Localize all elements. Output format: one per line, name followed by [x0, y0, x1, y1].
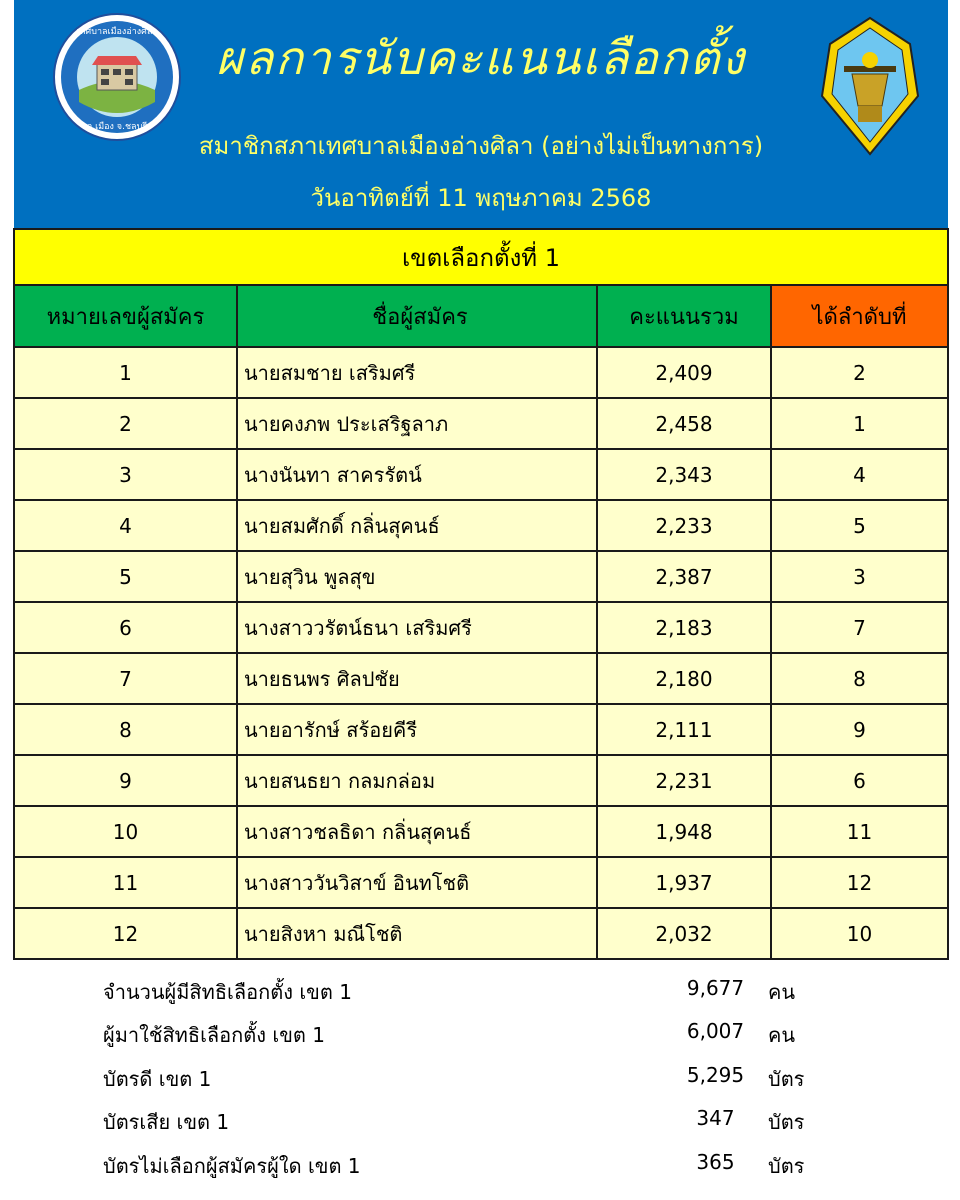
column-header-score: คะแนนรวม — [597, 285, 771, 347]
candidate-number: 8 — [14, 704, 237, 755]
candidate-name: นางสาววันวิสาข์ อินทโชติ — [237, 857, 597, 908]
candidate-rank: 7 — [771, 602, 948, 653]
column-header-name: ชื่อผู้สมัคร — [237, 285, 597, 347]
candidate-rank: 4 — [771, 449, 948, 500]
candidate-number: 2 — [14, 398, 237, 449]
table-row — [14, 908, 948, 959]
candidate-number: 10 — [14, 806, 237, 857]
table-row — [14, 806, 948, 857]
summary-unit: คน — [768, 980, 796, 1004]
candidate-name: นายอารักษ์ สร้อยคีรี — [237, 704, 597, 755]
candidate-rank: 3 — [771, 551, 948, 602]
summary-row — [103, 1057, 863, 1100]
summary-row — [103, 1144, 863, 1187]
table-row — [14, 602, 948, 653]
summary-row — [103, 1013, 863, 1056]
page-subtitle: สมาชิกสภาเทศบาลเมืองอ่างศิลา (อย่างไม่เป็นทางการ) — [198, 132, 764, 160]
candidate-rank: 8 — [771, 653, 948, 704]
candidate-rank: 12 — [771, 857, 948, 908]
candidate-name: นายสิงหา มณีโชติ — [237, 908, 597, 959]
zone-header-row — [14, 229, 948, 285]
candidate-number: 12 — [14, 908, 237, 959]
summary-unit: คน — [768, 1023, 796, 1048]
candidate-score: 1,937 — [597, 857, 771, 908]
candidate-rank: 5 — [771, 500, 948, 551]
summary-label: บัตรดี เขต 1 — [103, 1066, 212, 1091]
candidate-number: 3 — [14, 449, 237, 500]
column-header-rank: ได้ลำดับที่ — [771, 285, 948, 347]
candidate-score: 2,409 — [597, 347, 771, 398]
candidate-name: นายคงภพ ประเสริฐลาภ — [237, 398, 597, 449]
candidate-rank: 1 — [771, 398, 948, 449]
svg-text:เทศบาลเมืองอ่างศิลา: เทศบาลเมืองอ่างศิลา — [76, 27, 158, 37]
candidate-name: นายธนพร ศิลปชัย — [237, 653, 597, 704]
candidate-rank: 6 — [771, 755, 948, 806]
municipality-seal-icon — [52, 12, 182, 142]
summary-unit: บัตร — [768, 1066, 805, 1091]
candidate-score: 2,111 — [597, 704, 771, 755]
results-table — [13, 228, 949, 960]
table-row — [14, 449, 948, 500]
table-row — [14, 653, 948, 704]
candidate-score: 2,032 — [597, 908, 771, 959]
column-header-number: หมายเลขผู้สมัคร — [14, 285, 237, 347]
candidate-score: 2,231 — [597, 755, 771, 806]
summary-value: 9,677 — [686, 976, 745, 1000]
candidate-rank: 9 — [771, 704, 948, 755]
candidate-number: 7 — [14, 653, 237, 704]
summary-row — [103, 1100, 863, 1143]
election-commission-seal-icon — [800, 14, 940, 164]
table-row — [14, 755, 948, 806]
candidate-number: 4 — [14, 500, 237, 551]
table-row — [14, 347, 948, 398]
zone-title: เขตเลือกตั้งที่ 1 — [14, 229, 948, 285]
candidate-name: นายสมชาย เสริมศรี — [237, 347, 597, 398]
candidate-rank: 10 — [771, 908, 948, 959]
summary-section — [103, 970, 863, 1187]
summary-label: บัตรไม่เลือกผู้สมัครผู้ใด เขต 1 — [103, 1153, 361, 1178]
summary-value: 5,295 — [686, 1062, 745, 1087]
table-row — [14, 857, 948, 908]
candidate-score: 2,458 — [597, 398, 771, 449]
summary-unit: บัตร — [768, 1153, 805, 1178]
candidate-name: นางสาววรัตน์ธนา เสริมศรี — [237, 602, 597, 653]
table-row — [14, 704, 948, 755]
candidate-score: 2,183 — [597, 602, 771, 653]
column-header-row — [14, 285, 948, 347]
summary-label: จำนวนผู้มีสิทธิเลือกตั้ง เขต 1 — [103, 980, 352, 1004]
candidate-score: 1,948 — [597, 806, 771, 857]
candidate-number: 5 — [14, 551, 237, 602]
summary-unit: บัตร — [768, 1110, 805, 1135]
summary-label: ผู้มาใช้สิทธิเลือกตั้ง เขต 1 — [103, 1023, 325, 1048]
table-row — [14, 398, 948, 449]
table-row — [14, 551, 948, 602]
candidate-name: นางสาวชลธิดา กลิ่นสุคนธ์ — [237, 806, 597, 857]
summary-row — [103, 970, 863, 1013]
election-date: วันอาทิตย์ที่ 11 พฤษภาคม 2568 — [310, 184, 652, 212]
candidate-score: 2,343 — [597, 449, 771, 500]
summary-label: บัตรเสีย เขต 1 — [103, 1110, 230, 1135]
candidate-number: 6 — [14, 602, 237, 653]
candidate-number: 1 — [14, 347, 237, 398]
summary-value: 365 — [696, 1149, 735, 1174]
page-title: ผลการนับคะแนนเลือกตั้ง — [216, 31, 746, 85]
summary-value: 6,007 — [686, 1019, 745, 1044]
candidate-rank: 2 — [771, 347, 948, 398]
table-row — [14, 500, 948, 551]
candidate-name: นายสมศักดิ์ กลิ่นสุคนธ์ — [237, 500, 597, 551]
summary-value: 347 — [696, 1106, 735, 1131]
candidate-number: 9 — [14, 755, 237, 806]
candidate-score: 2,180 — [597, 653, 771, 704]
candidate-score: 2,233 — [597, 500, 771, 551]
candidate-name: นางนันทา สาครรัตน์ — [237, 449, 597, 500]
candidate-score: 2,387 — [597, 551, 771, 602]
candidate-number: 11 — [14, 857, 237, 908]
candidate-rank: 11 — [771, 806, 948, 857]
svg-text:อ.เมือง จ.ชลบุรี: อ.เมือง จ.ชลบุรี — [86, 122, 148, 132]
candidate-name: นายสุวิน พูลสุข — [237, 551, 597, 602]
header-banner — [14, 0, 948, 228]
candidate-name: นายสนธยา กลมกล่อม — [237, 755, 597, 806]
